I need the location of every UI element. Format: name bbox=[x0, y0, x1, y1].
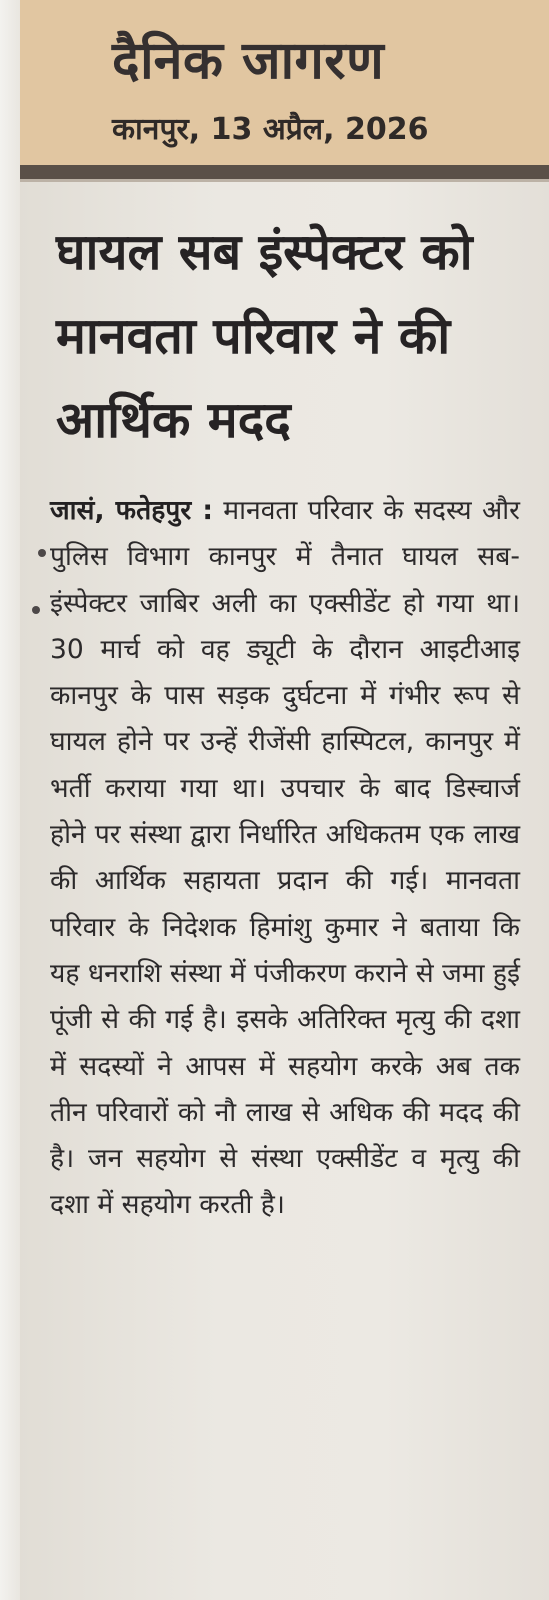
edition-place: कानपुर bbox=[112, 112, 189, 147]
edition-line: कानपुर, 13 अप्रैल, 2026 bbox=[112, 112, 429, 147]
edition-date: 13 अप्रैल, 2026 bbox=[210, 112, 429, 147]
article-headline: घायल सब इंस्पेक्टर को मानवता परिवार ने की आर्थिक मदद bbox=[56, 223, 473, 449]
masthead-divider-shadow bbox=[20, 179, 549, 182]
masthead-divider bbox=[20, 165, 549, 179]
punch-hole-mark bbox=[38, 549, 46, 557]
newspaper-name: दैनिक जागरण bbox=[112, 31, 385, 91]
punch-hole-mark bbox=[32, 606, 40, 614]
article-dateline: जासं, फतेहपुर : bbox=[50, 495, 213, 526]
article-body bbox=[50, 488, 520, 1229]
article-text: मानवता परिवार के सदस्य और पुलिस विभाग कानपुर में तैनात घायल सब-इंस्पेक्टर जाबिर अली का एक्सीडेंट हो गया था। 30 मार्च को वह ड्यूटी के दौरान आइटीआइ कानपुर के पास सड़क दुर्घटना में गंभीर रूप से घायल होने पर उन्हें रीजेंसी हास्पिटल, कानपुर में भर्ती कराया गया था। उपचार के बाद डिस्चार्ज होने पर संस्था द्वारा निर्धारित अधिकतम एक लाख की आर्थिक सहायता प्रदान की गई। मानवता परिवार के निदेशक हिमांशु कुमार ने बताया कि यह धनराशि संस्था में पंजीकरण कराने से जमा हुई पूंजी से की गई है। इसके अतिरिक्त मृत्यु की दशा में सदस्यों ने आपस में सहयोग करके अब तक तीन परिवारों को नौ लाख से अधिक की मदद की है। जन सहयोग से संस्था एक्सीडेंट व मृत्यु की दशा में सहयोग करती है। bbox=[50, 495, 520, 1221]
clipping-left-margin bbox=[0, 0, 20, 1600]
